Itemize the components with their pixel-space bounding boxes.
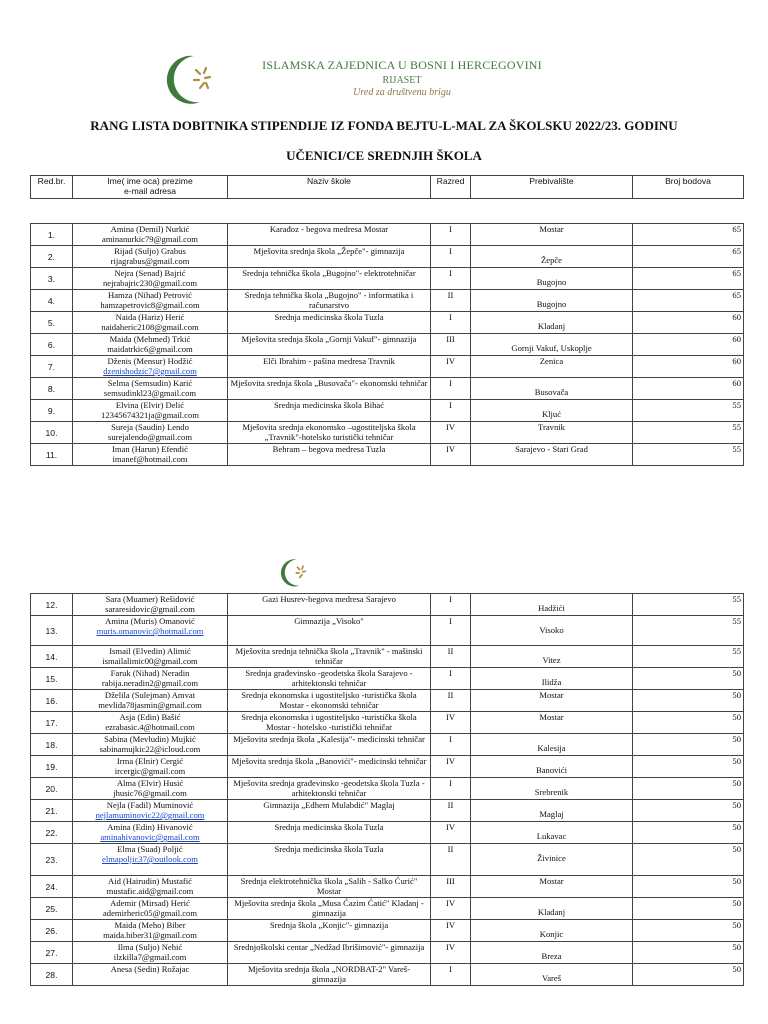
table-row — [31, 444, 744, 466]
residence-text: Živinice — [537, 853, 566, 863]
residence — [471, 876, 633, 898]
residence — [471, 734, 633, 756]
row-number: 18. — [31, 734, 73, 756]
crescent-stars-logo-icon — [277, 556, 311, 590]
residence — [471, 594, 633, 616]
student-cell — [73, 822, 228, 844]
row-number: 22. — [31, 822, 73, 844]
student-name: Irma (Elnir) Cergić — [116, 756, 184, 766]
row-number: 15. — [31, 668, 73, 690]
school-name: Srednja škola „Konjic"- gimnazija — [228, 920, 431, 942]
student-name: Alma (Elvir) Husić — [116, 778, 184, 788]
student-cell — [73, 844, 228, 876]
student-cell — [73, 400, 228, 422]
table-row — [31, 594, 744, 616]
points: 60 — [633, 334, 744, 356]
student-cell — [73, 756, 228, 778]
table-row — [31, 822, 744, 844]
student-cell — [73, 690, 228, 712]
table-row — [31, 224, 744, 246]
points: 60 — [633, 312, 744, 334]
row-number: 16. — [31, 690, 73, 712]
residence — [471, 246, 633, 268]
student-cell — [73, 964, 228, 986]
residence-text: Bugojno — [536, 277, 567, 287]
grade: II — [431, 844, 471, 876]
residence-text: Kalesija — [537, 743, 566, 753]
student-cell — [73, 334, 228, 356]
points: 50 — [633, 734, 744, 756]
table-row — [31, 616, 744, 646]
school-name: Gazi Husrev-begova medresa Sarajevo — [228, 594, 431, 616]
student-name: Ismail (Elvedin) Alimić — [109, 646, 191, 656]
residence — [471, 712, 633, 734]
student-cell — [73, 356, 228, 378]
table-row — [31, 646, 744, 668]
row-number: 9. — [31, 400, 73, 422]
residence — [471, 646, 633, 668]
residence-text: Mostar — [539, 876, 564, 886]
school-name: Mješovita srednja škola „Kalesija"- medicinski tehničar — [228, 734, 431, 756]
grade: III — [431, 876, 471, 898]
residence-text: Srebrenik — [534, 787, 569, 797]
row-number: 24. — [31, 876, 73, 898]
residence-text: Mostar — [539, 712, 564, 722]
grade: I — [431, 616, 471, 646]
points: 60 — [633, 378, 744, 400]
row-number: 23. — [31, 844, 73, 876]
student-email[interactable]: aminahivanovic@gmail.com — [100, 832, 200, 842]
letterhead — [160, 50, 590, 110]
row-number: 14. — [31, 646, 73, 668]
row-number: 10. — [31, 422, 73, 444]
residence — [471, 800, 633, 822]
residence — [471, 334, 633, 356]
student-email: ilzkilla7@gmail.com — [113, 952, 187, 962]
residence-text: Busovača — [534, 387, 569, 397]
student-cell — [73, 898, 228, 920]
school-name: Mješovita srednja tehnička škola „Travnik" - mašinski tehničar — [228, 646, 431, 668]
residence — [471, 268, 633, 290]
row-number: 7. — [31, 356, 73, 378]
student-cell — [73, 616, 228, 646]
school-name: Mješovita srednja škola „Gornji Vakuf"- gimnazija — [228, 334, 431, 356]
grade: I — [431, 594, 471, 616]
residence-text: Banovići — [535, 765, 568, 775]
student-name: Maida (Mehmed) Trkić — [109, 334, 191, 344]
residence — [471, 378, 633, 400]
student-email: hamzapetrovic8@gmail.com — [100, 300, 200, 310]
crescent-stars-logo-icon — [160, 50, 220, 110]
residence-text: Kladanj — [537, 321, 566, 331]
residence — [471, 690, 633, 712]
row-number: 3. — [31, 268, 73, 290]
student-name: Selma (Semsudin) Karić — [107, 378, 193, 388]
points: 50 — [633, 756, 744, 778]
student-cell — [73, 378, 228, 400]
student-email: ademirheric05@gmail.com — [102, 908, 198, 918]
points: 50 — [633, 778, 744, 800]
table-row — [31, 422, 744, 444]
table-row — [31, 378, 744, 400]
row-number: 25. — [31, 898, 73, 920]
row-number: 28. — [31, 964, 73, 986]
riyaset-label: RIJASET — [382, 75, 422, 86]
student-cell — [73, 668, 228, 690]
student-cell — [73, 646, 228, 668]
document-title: RANG LISTA DOBITNIKA STIPENDIJE IZ FONDA BEJTU-L-MAL ZA ŠKOLSKU 2022/23. GODINU — [90, 118, 678, 133]
student-email: imanef@hotmail.com — [112, 454, 188, 464]
grade: III — [431, 334, 471, 356]
table-row — [31, 876, 744, 898]
student-name: Sara (Muamer) Rešidović — [105, 594, 195, 604]
points: 50 — [633, 964, 744, 986]
residence-text: Maglaj — [539, 809, 564, 819]
school-name: Gimnazija „Edhem Mulabdić" Maglaj — [228, 800, 431, 822]
student-email: sararesidovic@gmail.com — [105, 604, 195, 614]
residence-text: Konjic — [539, 929, 564, 939]
student-cell — [73, 246, 228, 268]
student-name: Aid (Hairudin) Mustafić — [107, 876, 192, 886]
student-email: ismailalimic00@gmail.com — [102, 656, 198, 666]
school-name: Srednja medicinska škola Bihać — [228, 400, 431, 422]
student-name: Rijad (Suljo) Grabus — [114, 246, 186, 256]
points: 50 — [633, 920, 744, 942]
col-header-school: Naziv škole — [228, 176, 431, 199]
row-number: 26. — [31, 920, 73, 942]
points: 50 — [633, 712, 744, 734]
residence — [471, 312, 633, 334]
residence-text: Ilidža — [541, 677, 562, 687]
points: 50 — [633, 822, 744, 844]
points: 50 — [633, 942, 744, 964]
residence-text: Žepče — [541, 255, 562, 265]
col-header-grade: Razred — [431, 176, 471, 199]
col-header-city: Prebivalište — [471, 176, 633, 199]
school-name: Srednja tehnička škola „Bugojno" - informatika i računarstvo — [228, 290, 431, 312]
student-email: naidaheric2108@gmail.com — [101, 322, 199, 332]
student-name: Anesa (Sedin) Rožajac — [110, 964, 190, 974]
table-row — [31, 800, 744, 822]
student-email: 12345674321ja@gmail.com — [101, 410, 199, 420]
student-email: jhusic76@gmail.com — [113, 788, 187, 798]
school-name: Srednja medicinska škola Tuzla — [228, 844, 431, 876]
row-number: 11. — [31, 444, 73, 466]
student-email: rabija.neradin2@gmail.com — [101, 678, 199, 688]
student-name: Ilma (Suljo) Nehić — [117, 942, 183, 952]
student-cell — [73, 268, 228, 290]
student-cell — [73, 942, 228, 964]
ranking-table-page-2 — [30, 593, 744, 986]
student-name: Elvina (Elvir) Delić — [115, 400, 185, 410]
school-name: Behram – begova medresa Tuzla — [228, 444, 431, 466]
residence-text: Visoko — [539, 625, 564, 635]
points: 55 — [633, 594, 744, 616]
residence — [471, 920, 633, 942]
table-row — [31, 246, 744, 268]
grade: I — [431, 400, 471, 422]
grade: I — [431, 268, 471, 290]
student-email: surejalendo@gmail.com — [107, 432, 193, 442]
residence-text: Hadžići — [538, 603, 565, 613]
grade: IV — [431, 444, 471, 466]
points: 55 — [633, 444, 744, 466]
student-cell — [73, 224, 228, 246]
residence-text: Mostar — [539, 224, 564, 234]
student-email[interactable]: elmapoljic37@outlook.com — [102, 854, 198, 864]
residence — [471, 444, 633, 466]
student-cell — [73, 734, 228, 756]
residence-text: Zenica — [539, 356, 564, 366]
residence — [471, 356, 633, 378]
table-row — [31, 690, 744, 712]
grade: I — [431, 246, 471, 268]
points: 50 — [633, 800, 744, 822]
grade: II — [431, 290, 471, 312]
ranking-table-page-1 — [30, 223, 744, 466]
col-header-name: Ime( ime oca) prezime e-mail adresa — [73, 176, 228, 199]
residence — [471, 898, 633, 920]
school-name: Mješovita srednja građevinsko -geodetska škola Tuzla - arhitektonski tehničar — [228, 778, 431, 800]
table-row — [31, 942, 744, 964]
student-name: Ademir (Mirsad) Herić — [110, 898, 190, 908]
student-email: aminanurkic79@gmail.com — [102, 234, 198, 244]
grade: I — [431, 964, 471, 986]
residence-text: Bugojno — [536, 299, 567, 309]
residence — [471, 756, 633, 778]
organization-name: ISLAMSKA ZAJEDNICA U BOSNI I HERCEGOVINI — [262, 58, 542, 72]
student-email: semsudinkl23@gmail.com — [103, 388, 197, 398]
grade: IV — [431, 898, 471, 920]
residence — [471, 400, 633, 422]
school-name: Srednja medicinska škola Tuzla — [228, 822, 431, 844]
table-row — [31, 356, 744, 378]
points: 65 — [633, 224, 744, 246]
row-number: 21. — [31, 800, 73, 822]
row-number: 5. — [31, 312, 73, 334]
student-cell — [73, 920, 228, 942]
student-email: mevlida78jasmin@gmail.com — [98, 700, 202, 710]
row-number: 20. — [31, 778, 73, 800]
table-row — [31, 712, 744, 734]
student-cell — [73, 312, 228, 334]
student-name: Nejla (Fadil) Muminović — [106, 800, 194, 810]
student-email: maidatrkic6@gmail.com — [107, 344, 193, 354]
student-email: nejrabajric230@gmail.com — [102, 278, 198, 288]
student-name: Nejra (Senad) Bajrić — [114, 268, 186, 278]
student-cell — [73, 422, 228, 444]
column-header-row — [31, 176, 744, 199]
residence — [471, 778, 633, 800]
organization-block — [252, 58, 552, 98]
grade: IV — [431, 422, 471, 444]
table-row — [31, 844, 744, 876]
residence — [471, 616, 633, 646]
grade: IV — [431, 356, 471, 378]
residence — [471, 290, 633, 312]
grade: I — [431, 378, 471, 400]
points: 55 — [633, 646, 744, 668]
residence-text: Kljuć — [541, 409, 562, 419]
table-row — [31, 268, 744, 290]
school-name: Srednjoškolski centar „Nedžad Ibrišimović"- gimnazija — [228, 942, 431, 964]
row-number: 12. — [31, 594, 73, 616]
col-header-points: Broj bodova — [633, 176, 744, 199]
grade: I — [431, 668, 471, 690]
residence — [471, 668, 633, 690]
points: 50 — [633, 898, 744, 920]
grade: I — [431, 312, 471, 334]
school-name: Elči Ibrahim - pašina medresa Travnik — [228, 356, 431, 378]
residence-text: Lukavac — [536, 831, 567, 841]
table-row — [31, 734, 744, 756]
student-cell — [73, 712, 228, 734]
student-name: Asja (Edin) Bašić — [119, 712, 181, 722]
student-email[interactable]: nejlamuminovic22@gmail.com — [95, 810, 205, 820]
table-row — [31, 290, 744, 312]
residence-text: Kladanj — [537, 907, 566, 917]
school-name: Karađoz - begova medresa Mostar — [228, 224, 431, 246]
grade: I — [431, 778, 471, 800]
school-name: Mješovita srednja škola „Musa Ćazim Ćatić" Kladanj - gimnazija — [228, 898, 431, 920]
student-email: ezrabasic.4@hotmail.com — [105, 722, 195, 732]
grade: IV — [431, 756, 471, 778]
points: 50 — [633, 876, 744, 898]
residence — [471, 964, 633, 986]
col-header-no: Red.br. — [31, 176, 73, 199]
school-name: Mješovita srednja škola „Banovići"- medicinski tehničar — [228, 756, 431, 778]
row-number: 27. — [31, 942, 73, 964]
student-email: sabinamujkic22@icloud.com — [99, 744, 201, 754]
student-email[interactable]: muris.omanovic@hotmail.com — [96, 626, 204, 636]
table-row — [31, 778, 744, 800]
row-number: 1. — [31, 224, 73, 246]
residence — [471, 224, 633, 246]
document-subtitle: UČENICI/CE SREDNJIH ŠKOLA — [286, 148, 482, 163]
grade: II — [431, 646, 471, 668]
student-name: Dženis (Mensur) Hodžić — [107, 356, 193, 366]
points: 55 — [633, 400, 744, 422]
table-row — [31, 898, 744, 920]
school-name: Srednja ekonomska i ugostiteljsko -turistička škola Mostar - ekonomski tehničar — [228, 690, 431, 712]
school-name: Srednja tehnička škola „Bugojno"- elektrotehničar — [228, 268, 431, 290]
student-cell — [73, 778, 228, 800]
student-name: Iman (Harun) Efendić — [112, 444, 188, 454]
points: 65 — [633, 290, 744, 312]
student-name: Faruk (Nihad) Neradin — [110, 668, 190, 678]
row-number: 19. — [31, 756, 73, 778]
residence-text: Mostar — [539, 690, 564, 700]
student-email: rijagrabus@gmail.com — [110, 256, 190, 266]
row-number: 4. — [31, 290, 73, 312]
student-cell — [73, 444, 228, 466]
student-name: Maida (Meho) Biber — [114, 920, 186, 930]
table-row — [31, 756, 744, 778]
office-label: Ured za društvenu brigu — [353, 87, 451, 98]
row-number: 6. — [31, 334, 73, 356]
student-cell — [73, 800, 228, 822]
student-email: maida.biber31@gmail.com — [103, 930, 197, 940]
grade: IV — [431, 822, 471, 844]
school-name: Mješovita srednja škola „Busovača"- ekonomski tehničar — [228, 378, 431, 400]
points: 50 — [633, 690, 744, 712]
student-name: Amina (Edin) Hivanović — [107, 822, 193, 832]
points: 55 — [633, 616, 744, 646]
student-name: Amina (Muris) Omanović — [105, 616, 195, 626]
residence-text: Gornji Vakuf, Uskoplje — [511, 343, 592, 353]
row-number: 8. — [31, 378, 73, 400]
student-email: mustafic.aid@gmail.com — [106, 886, 194, 896]
grade: IV — [431, 920, 471, 942]
points: 50 — [633, 844, 744, 876]
student-cell — [73, 290, 228, 312]
school-name: Gimnazija „Visoko" — [228, 616, 431, 646]
residence-text: Vitez — [542, 655, 561, 665]
points: 50 — [633, 668, 744, 690]
residence-text: Travnik — [538, 422, 565, 432]
table-row — [31, 964, 744, 986]
school-name: Srednja ekonomska i ugostiteljsko -turistička škola Mostar - hotelsko -turistički tehničar — [228, 712, 431, 734]
school-name: Srednja medicinska škola Tuzla — [228, 312, 431, 334]
row-number: 13. — [31, 616, 73, 646]
school-name: Srednja elektrotehnička škola „Salih - Salko Ćurić" Mostar — [228, 876, 431, 898]
grade: II — [431, 800, 471, 822]
school-name: Mješovita srednja škola „Žepče"- gimnazija — [228, 246, 431, 268]
student-name: Sabina (Mevludin) Mujkić — [104, 734, 196, 744]
residence — [471, 844, 633, 876]
school-name: Srednja građevinsko -geodetska škola Sarajevo - arhitektonski tehničar — [228, 668, 431, 690]
points: 60 — [633, 356, 744, 378]
student-cell — [73, 876, 228, 898]
student-email[interactable]: dzenishodzic7@gmail.com — [103, 366, 197, 376]
row-number: 2. — [31, 246, 73, 268]
student-name: Elma (Suad) Poljić — [117, 844, 183, 854]
student-name: Hamza (Nihad) Petrović — [108, 290, 192, 300]
row-number: 17. — [31, 712, 73, 734]
school-name: Mješovita srednja ekonomsko –ugostiteljska škola „Travnik"-hotelsko turistički tehničar — [228, 422, 431, 444]
grade: II — [431, 690, 471, 712]
table-row — [31, 920, 744, 942]
points: 65 — [633, 246, 744, 268]
grade: I — [431, 224, 471, 246]
grade: IV — [431, 712, 471, 734]
residence-text: Sarajevo - Stari Grad — [515, 444, 588, 454]
student-name: Sureja (Saudin) Lendo — [111, 422, 189, 432]
points: 55 — [633, 422, 744, 444]
header-table — [30, 175, 744, 199]
grade: I — [431, 734, 471, 756]
table-row — [31, 334, 744, 356]
student-name: Naida (Hariz) Herić — [115, 312, 185, 322]
residence-text: Breza — [541, 951, 562, 961]
grade: IV — [431, 942, 471, 964]
residence-text: Vareš — [541, 973, 562, 983]
residence — [471, 822, 633, 844]
table-row — [31, 668, 744, 690]
student-cell — [73, 594, 228, 616]
student-email: ircergic@gmail.com — [114, 766, 186, 776]
student-name: Dželila (Sulejman) Amvat — [104, 690, 196, 700]
residence — [471, 422, 633, 444]
table-row — [31, 312, 744, 334]
student-name: Amina (Demil) Nurkić — [110, 224, 190, 234]
residence — [471, 942, 633, 964]
school-name: Mješovita srednja škola „NORDBAT-2" Vareš- gimnazija — [228, 964, 431, 986]
table-row — [31, 400, 744, 422]
points: 65 — [633, 268, 744, 290]
